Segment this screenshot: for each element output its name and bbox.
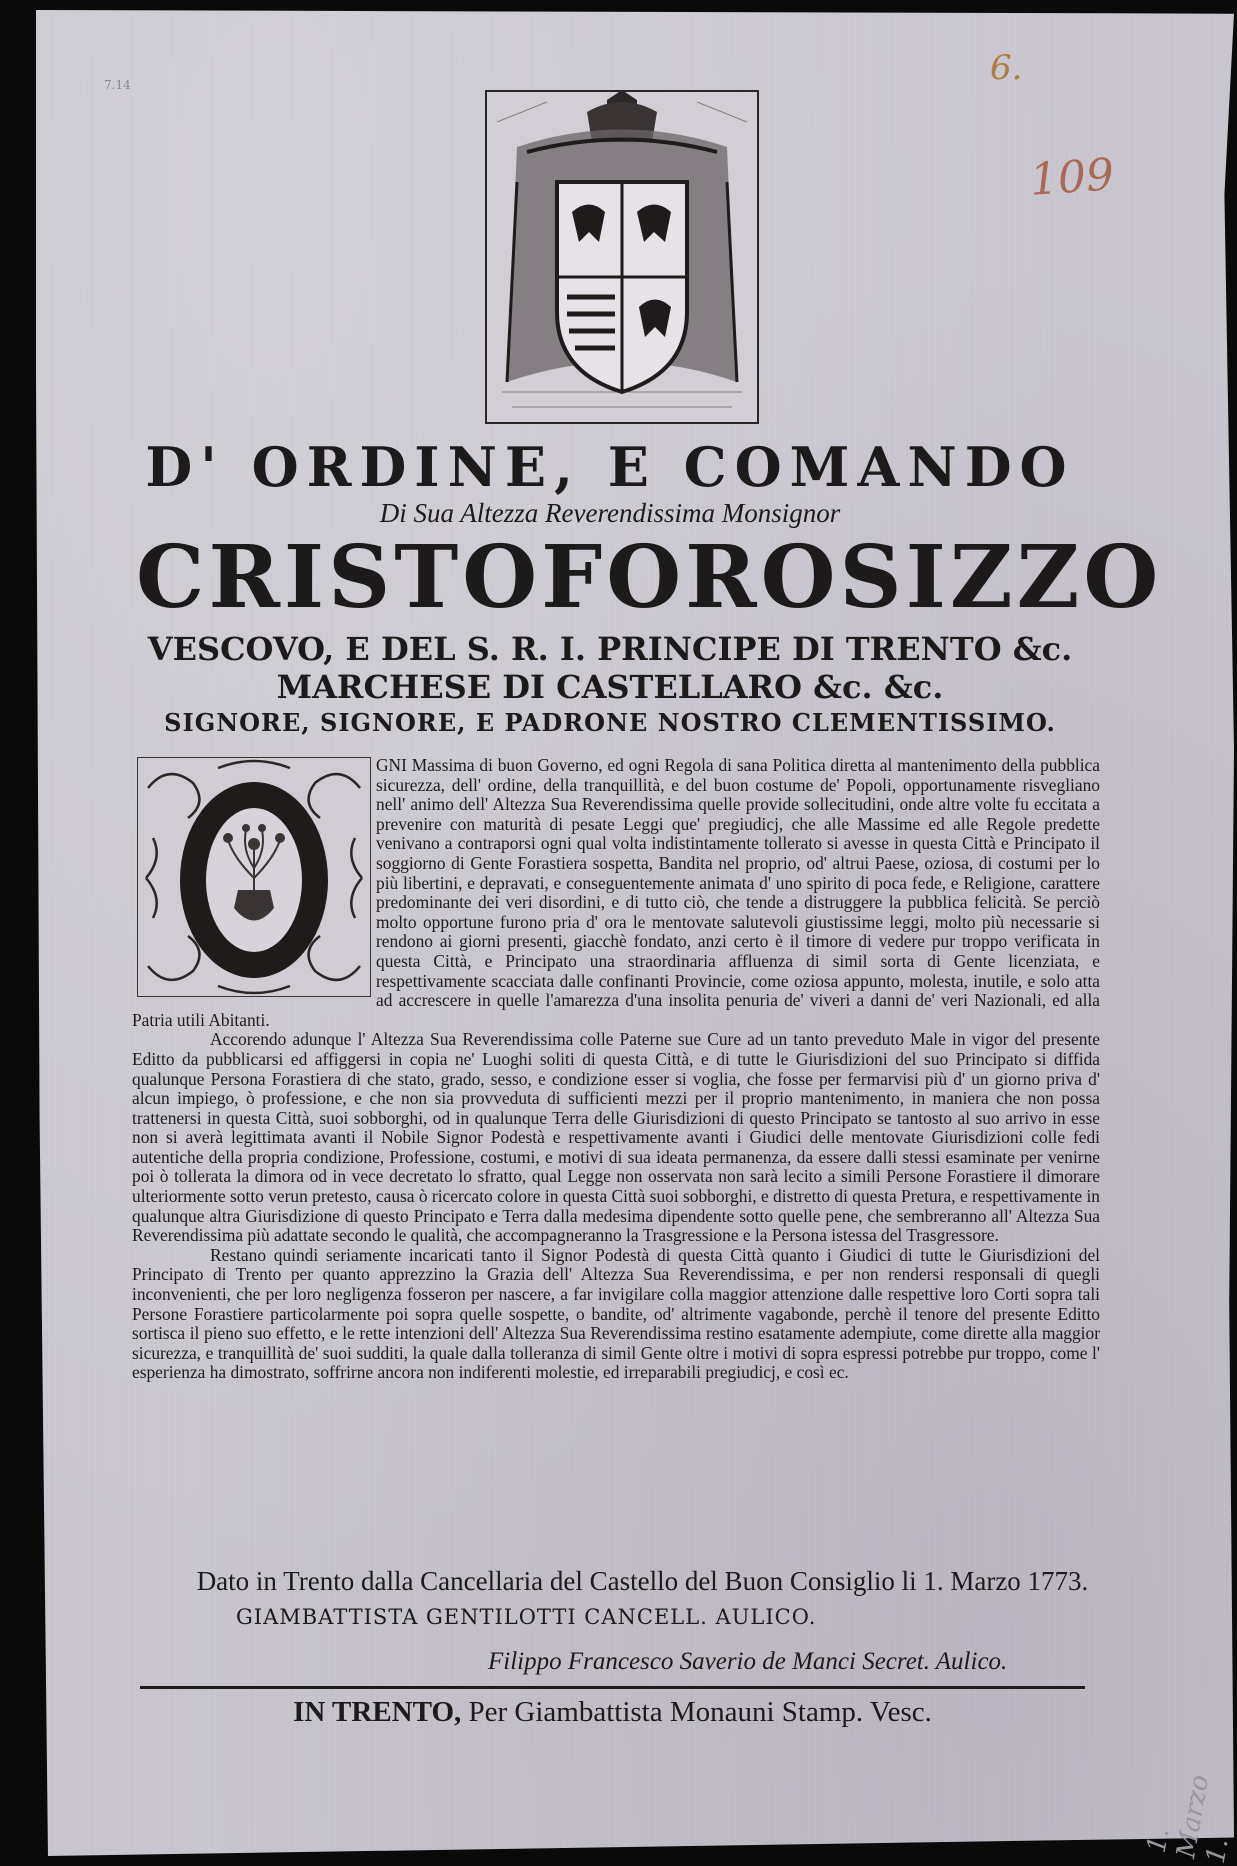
issue-date-line: Dato in Trento dalla Cancellaria del Castello del Buon Consiglio li 1. Marzo 1773. xyxy=(196,1566,1089,1596)
bishop-name xyxy=(136,527,1163,628)
body-paragraph-3: Restano quindi seriamente incaricati tanto il Signor Podestà di questa Città quanto i Giudici di tutte le Giurisdizioni del Principato di Trento per quanto apprezzino la Grazia dell' Altezza Sua Reverendissima, e per non rendersi responsali di quegli inconvenienti, che per loro negligenza fosseron per nascere, a far invigilare colla maggior attenzione dalle respettive loro Corti sopra tali Persone Forastiere particolarmente poi sopra quelle sospette, o bandite, od' altrimente vagabonde, perchè il tenore del presente Editto sortisca il pieno suo effetto, e le rette intenzioni dell' Altezza Sua Reverendissima restino esatamente adempiute, come dirette alla maggior sicurezza, e tranquillità de' suoi sudditi, la quale dalla tolleranza di simil Gente oltre i motivi di sopra espressi potrebbe pur troppo, come l' esperienza ha dimostrato, soffrirne ancora non indiferenti molestie, ed irreparabili pregiudicj, e così ec. xyxy=(132,1244,1100,1383)
coat-of-arms-woodcut xyxy=(485,90,759,424)
archive-mark-small: 7.14 xyxy=(104,78,131,92)
bishop-last-name: SIZZO xyxy=(839,527,1163,628)
printer-place: IN TRENTO, xyxy=(293,1696,462,1728)
initial-spacer xyxy=(132,756,376,1000)
archive-mark-number: 6. xyxy=(990,48,1023,88)
body-paragraph-2: Accorendo adunque l' Altezza Sua Reverendissima colle Paterne sue Cure ad un tanto preveduto Male in vigor del presente Editto da pubblicarsi ed affiggersi in copia ne' Luoghi soliti di questa Città, e di tutte le Giurisdizioni del suo Principato si diffida qualunque Persona Forastiera di che stato, grado, sesso, e condizione esser si voglia, che fosse per fermarvisi più d' un giorno priva d' alcun impiego, ò professione, e che non sia provveduta di sufficienti mezzi per il proprio mantenimento, in maniera che non possa trattenersi in questa Città, suoi sobborghi, od in qualunque Terra delle Giurisdizioni di questo Principato se tantosto al suo arrivo in esse non si averà legittimata avanti il Nobile Signor Podestà e respettivamente avanti i Giudici delle mentovate Giurisdizioni colle fedi autentiche della propria condizione, Professione, costumi, e motivi di sua ideata permanenza, da essere dalli stessi esaminate per venirne poi ò tollerata la dimora od in vece decretato lo sfratto, qual Legge non osservata non sarà lecito a simili Persone Forastiere il dimorare ulteriormente sotto verun pretesto, causa ò ricercato colore in questa Città suoi sobborghi, e distretto di questa Pretura, e respettivamente in qualunque altra Giurisdizione di questo Principato e Terra dalla medesima dipendente sotto quelle pene, che sembreranno all' Altezza Sua Reverendissima più adattate secondo le qualità, che accompagneranno la Trasgressione e la Persona istessa del Trasgressore. xyxy=(132,1029,1100,1246)
printer-name: Per Giambattista Monauni Stamp. Vesc. xyxy=(468,1696,932,1728)
bishop-first-name: CRISTOFORO xyxy=(136,527,840,628)
edict-body xyxy=(132,756,1100,1383)
archive-mark-bottom: 1. Marzo 1. xyxy=(1141,1772,1235,1866)
bishop-title-line-2: MARCHESE DI CASTELLARO &c. &c. xyxy=(276,668,944,706)
body-paragraph-1: GNI Massima di buon Governo, ed ogni Regola di sana Politica diretta al mantenimento della pubblica sicurezza, dell' ordine, della tranquillità, e del buon costume de' Popoli, opportunamente risvegliano nell' animo dell' Altezza Sua Reverendissima quelle provide sollecitudini, onde altre volte fu eccitata a prevenire con maturità di pesate Leggi que' pregiudicj, che alle Massime ed alle Regole predette venivano a contraporsi ogni qual volta indistintamente tollerato si avesse in questa Città e Principato il soggiorno di Gente Forastiera sospetta, Bandita nel proprio, od' altrui Paese, oziosa, di costumi per lo più libertini, e depravati, e conseguentemente animata d' uno spirito di poca fede, e Religione, carattere predominante dei veri disordini, e di tutto ciò, che tende a distruggere la pubblica felicità. Se perciò molto opportune furono pria d' ora le mentovate salutevoli giustissime leggi, molto più necessarie si rendono ai giorni presenti, giacchè fondato, anzi certo è il timore di vedere pur troppo verificata in questa Città, e Principato una straordinaria affluenza di simil sorta di Gente licenziata, e respettivamente scacciata dalle confinanti Provincie, come oziosa appunto, molesta, inutile, e solo atta ad accrescere in quelle l'amarezza d'una insolita penuria de' viveri a danni de' veri Nazionali, ed alla Patria utili Abitanti. xyxy=(132,755,1100,1030)
printer-imprint xyxy=(140,1696,1085,1729)
bishop-title-line-3: SIGNORE, SIGNORE, E PADRONE NOSTRO CLEMENTISSIMO. xyxy=(164,708,1056,737)
divider-rule xyxy=(140,1686,1085,1689)
chancellor-signature: GIAMBATTISTA GENTILOTTI CANCELL. AULICO. xyxy=(236,1605,817,1629)
bishop-title-line-1: VESCOVO, E DEL S. R. I. PRINCIPE DI TRENTO &c. xyxy=(147,630,1073,668)
edict-subtitle: Di Sua Altezza Reverendissima Monsignor xyxy=(379,498,841,528)
edict-headline: D' ORDINE, E COMANDO xyxy=(145,435,1075,499)
archive-mark-margin: 109 xyxy=(1028,149,1116,206)
coat-of-arms-icon xyxy=(487,92,757,422)
secretary-signature: Filippo Francesco Saverio de Manci Secret. Aulico. xyxy=(488,1648,1008,1675)
